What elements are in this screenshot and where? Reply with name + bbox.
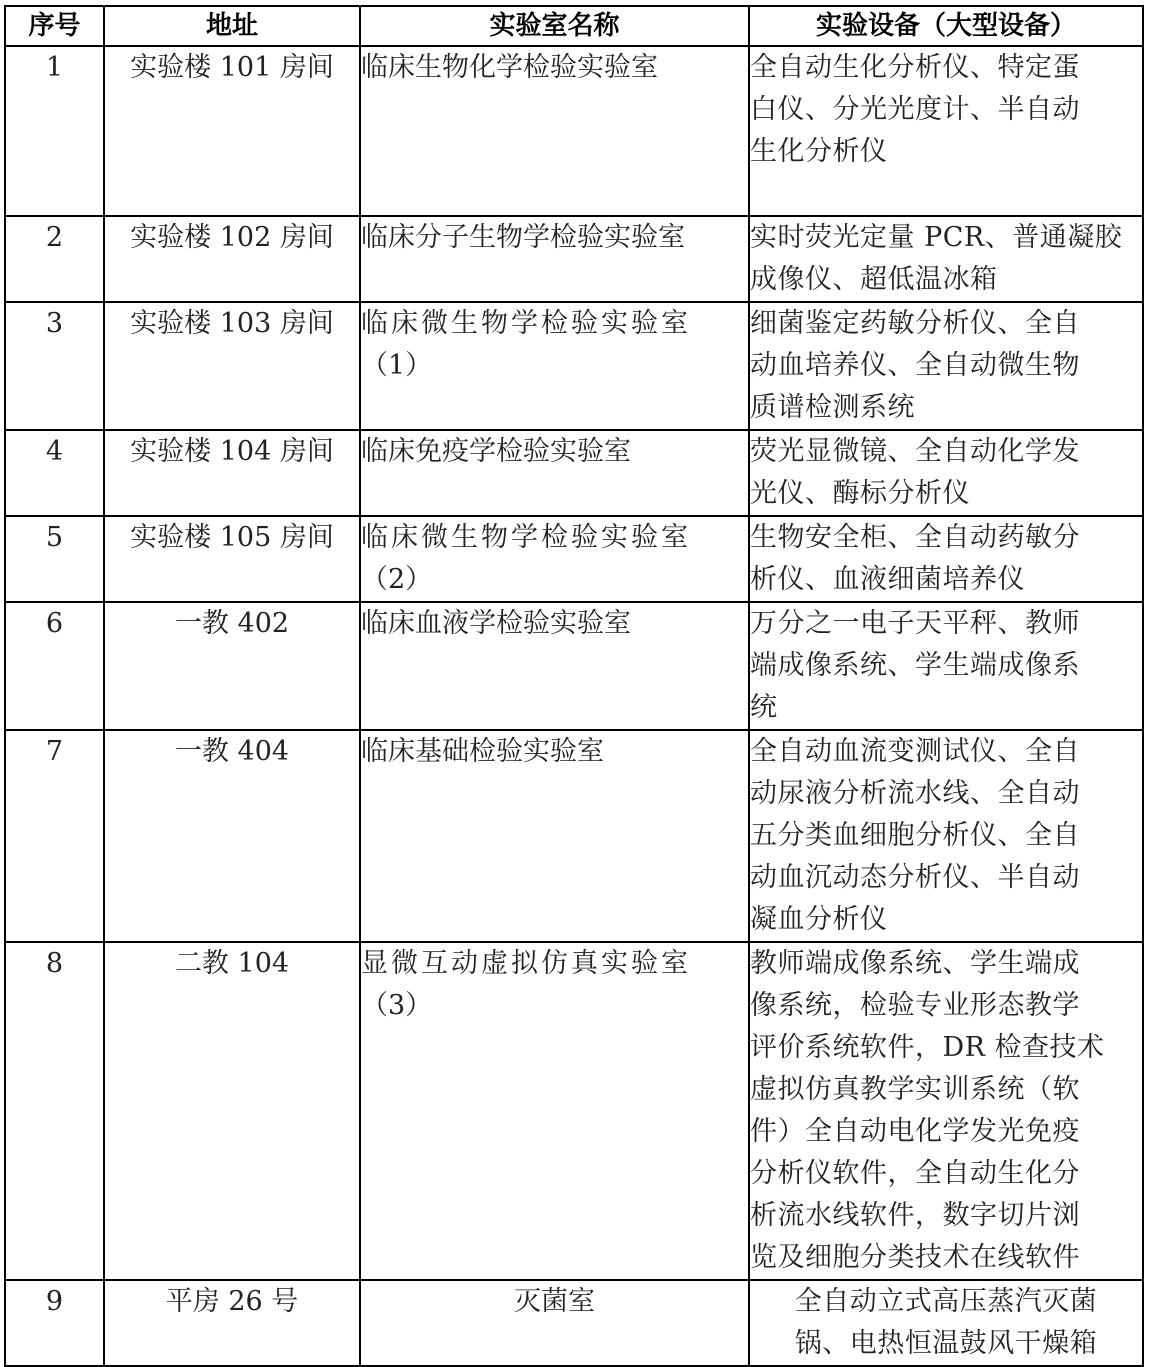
lab-name-line: （3） — [361, 990, 433, 1021]
row-lab-name — [360, 516, 749, 602]
row-index: 4 — [5, 430, 104, 516]
lab-name-line: 临床微生物学检验实验室 — [361, 308, 691, 339]
header-equipment: 实验设备（大型设备） — [749, 6, 1143, 46]
equipment-line: 动尿液分析流水线、全自动 — [750, 778, 1080, 809]
table-row — [5, 1280, 1143, 1366]
equipment-line: 五分类血细胞分析仪、全自 — [750, 820, 1080, 851]
equipment-line: 荧光显微镜、全自动化学发 — [750, 436, 1080, 467]
table-row — [5, 302, 1143, 430]
equipment-line: 生物安全柜、全自动药敏分 — [750, 522, 1080, 553]
equipment-line: 虚拟仿真教学实训系统（软 — [750, 1074, 1080, 1105]
equipment-line: 动血沉动态分析仪、半自动 — [750, 862, 1080, 893]
row-lab-name — [360, 46, 749, 216]
header-address: 地址 — [104, 6, 360, 46]
row-lab-name — [360, 1280, 749, 1366]
row-index: 2 — [5, 216, 104, 302]
equipment-line: 凝血分析仪 — [750, 904, 888, 935]
equipment-line: 件）全自动电化学发光免疫 — [750, 1116, 1080, 1147]
row-equipment — [749, 302, 1143, 430]
equipment-line: 全自动生化分析仪、特定蛋 — [750, 52, 1080, 83]
lab-name-line: 临床分子生物学检验实验室 — [361, 222, 685, 253]
row-lab-name — [360, 942, 749, 1280]
lab-name-line: 显微互动虚拟仿真实验室 — [361, 948, 691, 979]
lab-name-line: 临床免疫学检验实验室 — [361, 436, 631, 467]
row-equipment — [749, 1280, 1143, 1366]
equipment-line: 全自动立式高压蒸汽灭菌 — [794, 1286, 1098, 1317]
table-header-row — [5, 6, 1143, 46]
table-row — [5, 216, 1143, 302]
row-address: 实验楼 103 房间 — [104, 302, 360, 430]
header-index: 序号 — [5, 6, 104, 46]
equipment-line: 析仪、血液细菌培养仪 — [750, 564, 1025, 595]
equipment-line: 实时荧光定量 PCR、普通凝胶 — [750, 222, 1123, 253]
row-lab-name — [360, 430, 749, 516]
table-row — [5, 46, 1143, 216]
row-index: 6 — [5, 602, 104, 730]
header-lab-name: 实验室名称 — [360, 6, 749, 46]
equipment-line: 锅、电热恒温鼓风干燥箱 — [794, 1328, 1098, 1359]
equipment-line: 析流水线软件，数字切片浏 — [750, 1200, 1080, 1231]
row-address: 实验楼 104 房间 — [104, 430, 360, 516]
equipment-line: 万分之一电子天平秤、教师 — [750, 608, 1080, 639]
row-index: 9 — [5, 1280, 104, 1366]
row-address: 实验楼 105 房间 — [104, 516, 360, 602]
table-row — [5, 430, 1143, 516]
row-address: 一教 404 — [104, 730, 360, 942]
equipment-line: 光仪、酶标分析仪 — [750, 478, 970, 509]
row-address: 实验楼 101 房间 — [104, 46, 360, 216]
row-equipment — [749, 730, 1143, 942]
equipment-line: 白仪、分光光度计、半自动 — [750, 94, 1080, 125]
lab-equipment-table — [4, 5, 1144, 1367]
equipment-line: 评价系统软件，DR 检查技术 — [750, 1032, 1105, 1063]
row-address: 平房 26 号 — [104, 1280, 360, 1366]
equipment-line: 成像仪、超低温冰箱 — [750, 264, 998, 295]
table-row — [5, 516, 1143, 602]
row-lab-name — [360, 602, 749, 730]
table-row — [5, 942, 1143, 1280]
row-index: 5 — [5, 516, 104, 602]
table-row — [5, 602, 1143, 730]
equipment-line: 教师端成像系统、学生端成 — [750, 948, 1080, 979]
lab-name-line: 灭菌室 — [514, 1286, 595, 1317]
row-index: 3 — [5, 302, 104, 430]
equipment-line: 生化分析仪 — [750, 136, 888, 167]
equipment-line: 分析仪软件，全自动生化分 — [750, 1158, 1080, 1189]
equipment-line: 端成像系统、学生端成像系 — [750, 650, 1080, 681]
row-index: 8 — [5, 942, 104, 1280]
table-row — [5, 730, 1143, 942]
equipment-line: 像系统，检验专业形态教学 — [750, 990, 1080, 1021]
equipment-line: 细菌鉴定药敏分析仪、全自 — [750, 308, 1080, 339]
equipment-line: 全自动血流变测试仪、全自 — [750, 736, 1080, 767]
row-equipment — [749, 216, 1143, 302]
equipment-line: 统 — [750, 692, 778, 723]
row-equipment — [749, 602, 1143, 730]
equipment-line: 动血培养仪、全自动微生物 — [750, 350, 1080, 381]
row-equipment — [749, 516, 1143, 602]
lab-name-line: 临床血液学检验实验室 — [361, 608, 631, 639]
equipment-line: 质谱检测系统 — [750, 392, 915, 423]
row-equipment — [749, 942, 1143, 1280]
lab-name-line: （1） — [361, 350, 433, 381]
lab-name-line: 临床微生物学检验实验室 — [361, 522, 691, 553]
row-lab-name — [360, 730, 749, 942]
row-index: 7 — [5, 730, 104, 942]
row-address: 一教 402 — [104, 602, 360, 730]
equipment-line: 览及细胞分类技术在线软件 — [750, 1242, 1080, 1273]
lab-name-line: （2） — [361, 564, 433, 595]
row-address: 实验楼 102 房间 — [104, 216, 360, 302]
row-lab-name — [360, 216, 749, 302]
lab-name-line: 临床生物化学检验实验室 — [361, 52, 658, 83]
row-equipment — [749, 46, 1143, 216]
row-equipment — [749, 430, 1143, 516]
row-lab-name — [360, 302, 749, 430]
row-index: 1 — [5, 46, 104, 216]
lab-name-line: 临床基础检验实验室 — [361, 736, 604, 767]
row-address: 二教 104 — [104, 942, 360, 1280]
